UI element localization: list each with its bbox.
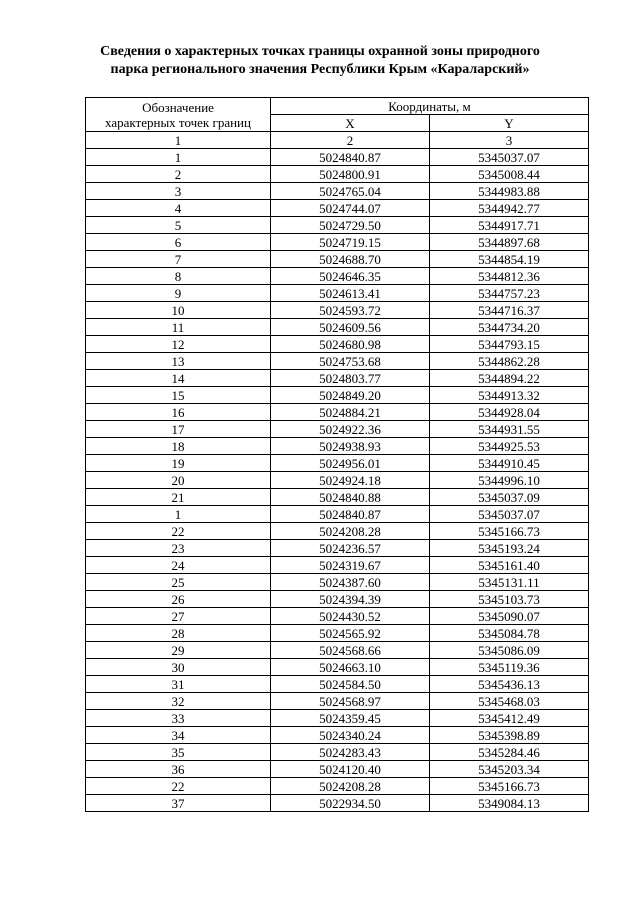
x-coordinate-cell: 5024663.10 [271, 659, 430, 676]
y-coordinate-cell: 5345037.09 [430, 489, 589, 506]
y-coordinate-cell: 5345166.73 [430, 523, 589, 540]
point-number-cell: 28 [86, 625, 271, 642]
x-coordinate-cell: 5024430.52 [271, 608, 430, 625]
point-number-cell: 17 [86, 421, 271, 438]
table-row [86, 455, 589, 472]
x-coordinate-cell: 5024840.87 [271, 149, 430, 166]
table-row [86, 761, 589, 778]
y-coordinate-cell: 5345103.73 [430, 591, 589, 608]
table-row [86, 523, 589, 540]
y-coordinate-cell: 5345037.07 [430, 149, 589, 166]
point-number-cell: 8 [86, 268, 271, 285]
table-row [86, 506, 589, 523]
point-number-cell: 24 [86, 557, 271, 574]
table-row [86, 676, 589, 693]
point-number-cell: 7 [86, 251, 271, 268]
point-number-cell: 10 [86, 302, 271, 319]
table-row [86, 693, 589, 710]
point-number-cell: 34 [86, 727, 271, 744]
table-row [86, 370, 589, 387]
header-x: X [271, 115, 430, 132]
x-coordinate-cell: 5024208.28 [271, 523, 430, 540]
document-title [0, 43, 640, 79]
table-row [86, 200, 589, 217]
point-number-cell: 15 [86, 387, 271, 404]
x-coordinate-cell: 5024340.24 [271, 727, 430, 744]
header-y: Y [430, 115, 589, 132]
point-number-cell: 1 [86, 149, 271, 166]
point-number-cell: 36 [86, 761, 271, 778]
x-coordinate-cell: 5024236.57 [271, 540, 430, 557]
header-row-1 [86, 98, 589, 115]
x-coordinate-cell: 5024680.98 [271, 336, 430, 353]
x-coordinate-cell: 5024359.45 [271, 710, 430, 727]
table-row [86, 353, 589, 370]
y-coordinate-cell: 5344925.53 [430, 438, 589, 455]
x-coordinate-cell: 5024753.68 [271, 353, 430, 370]
x-coordinate-cell: 5024565.92 [271, 625, 430, 642]
y-coordinate-cell: 5345161.40 [430, 557, 589, 574]
y-coordinate-cell: 5344757.23 [430, 285, 589, 302]
x-coordinate-cell: 5024593.72 [271, 302, 430, 319]
x-coordinate-cell: 5024849.20 [271, 387, 430, 404]
point-number-cell: 25 [86, 574, 271, 591]
point-number-cell: 21 [86, 489, 271, 506]
y-coordinate-cell: 5345436.13 [430, 676, 589, 693]
y-coordinate-cell: 5345166.73 [430, 778, 589, 795]
y-coordinate-cell: 5345284.46 [430, 744, 589, 761]
y-coordinate-cell: 5345090.07 [430, 608, 589, 625]
x-coordinate-cell: 5024803.77 [271, 370, 430, 387]
table-row [86, 557, 589, 574]
point-number-cell: 16 [86, 404, 271, 421]
table-row [86, 302, 589, 319]
table-row [86, 183, 589, 200]
point-number-cell: 37 [86, 795, 271, 812]
y-coordinate-cell: 5345086.09 [430, 642, 589, 659]
table-row [86, 608, 589, 625]
table-row [86, 336, 589, 353]
x-coordinate-cell: 5024938.93 [271, 438, 430, 455]
y-coordinate-cell: 5344716.37 [430, 302, 589, 319]
x-coordinate-cell: 5024394.39 [271, 591, 430, 608]
x-coordinate-cell: 5024208.28 [271, 778, 430, 795]
y-coordinate-cell: 5345037.07 [430, 506, 589, 523]
table-row [86, 166, 589, 183]
x-coordinate-cell: 5024840.87 [271, 506, 430, 523]
point-number-cell: 35 [86, 744, 271, 761]
table-row [86, 625, 589, 642]
point-number-cell: 6 [86, 234, 271, 251]
point-number-cell: 18 [86, 438, 271, 455]
y-coordinate-cell: 5345468.03 [430, 693, 589, 710]
point-number-cell: 14 [86, 370, 271, 387]
header-point-designation [86, 98, 271, 132]
point-number-cell: 20 [86, 472, 271, 489]
point-number-cell: 30 [86, 659, 271, 676]
x-coordinate-cell: 5024840.88 [271, 489, 430, 506]
table-row [86, 659, 589, 676]
point-number-cell: 29 [86, 642, 271, 659]
table-row [86, 489, 589, 506]
point-number-cell: 27 [86, 608, 271, 625]
x-coordinate-cell: 5022934.50 [271, 795, 430, 812]
table-row [86, 591, 589, 608]
point-number-cell: 22 [86, 523, 271, 540]
point-number-cell: 22 [86, 778, 271, 795]
title-line-1: Сведения о характерных точках границы охранной зоны природного [100, 44, 540, 59]
point-number-cell: 9 [86, 285, 271, 302]
table-row [86, 149, 589, 166]
x-coordinate-cell: 5024613.41 [271, 285, 430, 302]
point-number-cell: 13 [86, 353, 271, 370]
y-coordinate-cell: 5344931.55 [430, 421, 589, 438]
x-coordinate-cell: 5024387.60 [271, 574, 430, 591]
y-coordinate-cell: 5345412.49 [430, 710, 589, 727]
coordinates-table [85, 97, 589, 812]
header-numbering-row [86, 132, 589, 149]
x-coordinate-cell: 5024646.35 [271, 268, 430, 285]
table-row [86, 795, 589, 812]
point-number-cell: 5 [86, 217, 271, 234]
y-coordinate-cell: 5345008.44 [430, 166, 589, 183]
x-coordinate-cell: 5024719.15 [271, 234, 430, 251]
y-coordinate-cell: 5344910.45 [430, 455, 589, 472]
header-coordinates: Координаты, м [271, 98, 589, 115]
x-coordinate-cell: 5024744.07 [271, 200, 430, 217]
table-row [86, 234, 589, 251]
x-coordinate-cell: 5024800.91 [271, 166, 430, 183]
y-coordinate-cell: 5345119.36 [430, 659, 589, 676]
table-row [86, 642, 589, 659]
table-row [86, 574, 589, 591]
title-line-2: парка регионального значения Республики Крым «Караларский» [110, 62, 530, 77]
point-number-cell: 23 [86, 540, 271, 557]
table-row [86, 268, 589, 285]
x-coordinate-cell: 5024120.40 [271, 761, 430, 778]
y-coordinate-cell: 5344812.36 [430, 268, 589, 285]
header-point-line-1: Обозначение [142, 99, 214, 115]
header-num-3: 3 [430, 132, 589, 149]
x-coordinate-cell: 5024956.01 [271, 455, 430, 472]
y-coordinate-cell: 5344894.22 [430, 370, 589, 387]
y-coordinate-cell: 5349084.13 [430, 795, 589, 812]
point-number-cell: 3 [86, 183, 271, 200]
point-number-cell: 11 [86, 319, 271, 336]
point-number-cell: 2 [86, 166, 271, 183]
point-number-cell: 4 [86, 200, 271, 217]
point-number-cell: 33 [86, 710, 271, 727]
table-row [86, 710, 589, 727]
table-body [86, 149, 589, 812]
x-coordinate-cell: 5024922.36 [271, 421, 430, 438]
x-coordinate-cell: 5024568.97 [271, 693, 430, 710]
table-row [86, 778, 589, 795]
y-coordinate-cell: 5345131.11 [430, 574, 589, 591]
table-row [86, 438, 589, 455]
y-coordinate-cell: 5344928.04 [430, 404, 589, 421]
y-coordinate-cell: 5345203.34 [430, 761, 589, 778]
table-row [86, 285, 589, 302]
table-header [86, 98, 589, 149]
y-coordinate-cell: 5345084.78 [430, 625, 589, 642]
table-row [86, 727, 589, 744]
table-row [86, 319, 589, 336]
x-coordinate-cell: 5024283.43 [271, 744, 430, 761]
y-coordinate-cell: 5344793.15 [430, 336, 589, 353]
point-number-cell: 32 [86, 693, 271, 710]
y-coordinate-cell: 5344942.77 [430, 200, 589, 217]
table-row [86, 404, 589, 421]
table-row [86, 421, 589, 438]
x-coordinate-cell: 5024884.21 [271, 404, 430, 421]
table-row [86, 744, 589, 761]
x-coordinate-cell: 5024609.56 [271, 319, 430, 336]
y-coordinate-cell: 5344854.19 [430, 251, 589, 268]
point-number-cell: 19 [86, 455, 271, 472]
x-coordinate-cell: 5024729.50 [271, 217, 430, 234]
y-coordinate-cell: 5345398.89 [430, 727, 589, 744]
y-coordinate-cell: 5344862.28 [430, 353, 589, 370]
y-coordinate-cell: 5344996.10 [430, 472, 589, 489]
x-coordinate-cell: 5024765.04 [271, 183, 430, 200]
point-number-cell: 12 [86, 336, 271, 353]
table-row [86, 387, 589, 404]
table-row [86, 540, 589, 557]
x-coordinate-cell: 5024568.66 [271, 642, 430, 659]
y-coordinate-cell: 5344983.88 [430, 183, 589, 200]
header-num-1: 1 [86, 132, 271, 149]
x-coordinate-cell: 5024688.70 [271, 251, 430, 268]
table-row [86, 251, 589, 268]
header-point-line-2: характерных точек границ [105, 114, 251, 130]
table-row [86, 472, 589, 489]
y-coordinate-cell: 5344734.20 [430, 319, 589, 336]
x-coordinate-cell: 5024924.18 [271, 472, 430, 489]
y-coordinate-cell: 5344913.32 [430, 387, 589, 404]
header-num-2: 2 [271, 132, 430, 149]
point-number-cell: 31 [86, 676, 271, 693]
y-coordinate-cell: 5344897.68 [430, 234, 589, 251]
y-coordinate-cell: 5345193.24 [430, 540, 589, 557]
point-number-cell: 26 [86, 591, 271, 608]
x-coordinate-cell: 5024584.50 [271, 676, 430, 693]
point-number-cell: 1 [86, 506, 271, 523]
y-coordinate-cell: 5344917.71 [430, 217, 589, 234]
table-row [86, 217, 589, 234]
x-coordinate-cell: 5024319.67 [271, 557, 430, 574]
